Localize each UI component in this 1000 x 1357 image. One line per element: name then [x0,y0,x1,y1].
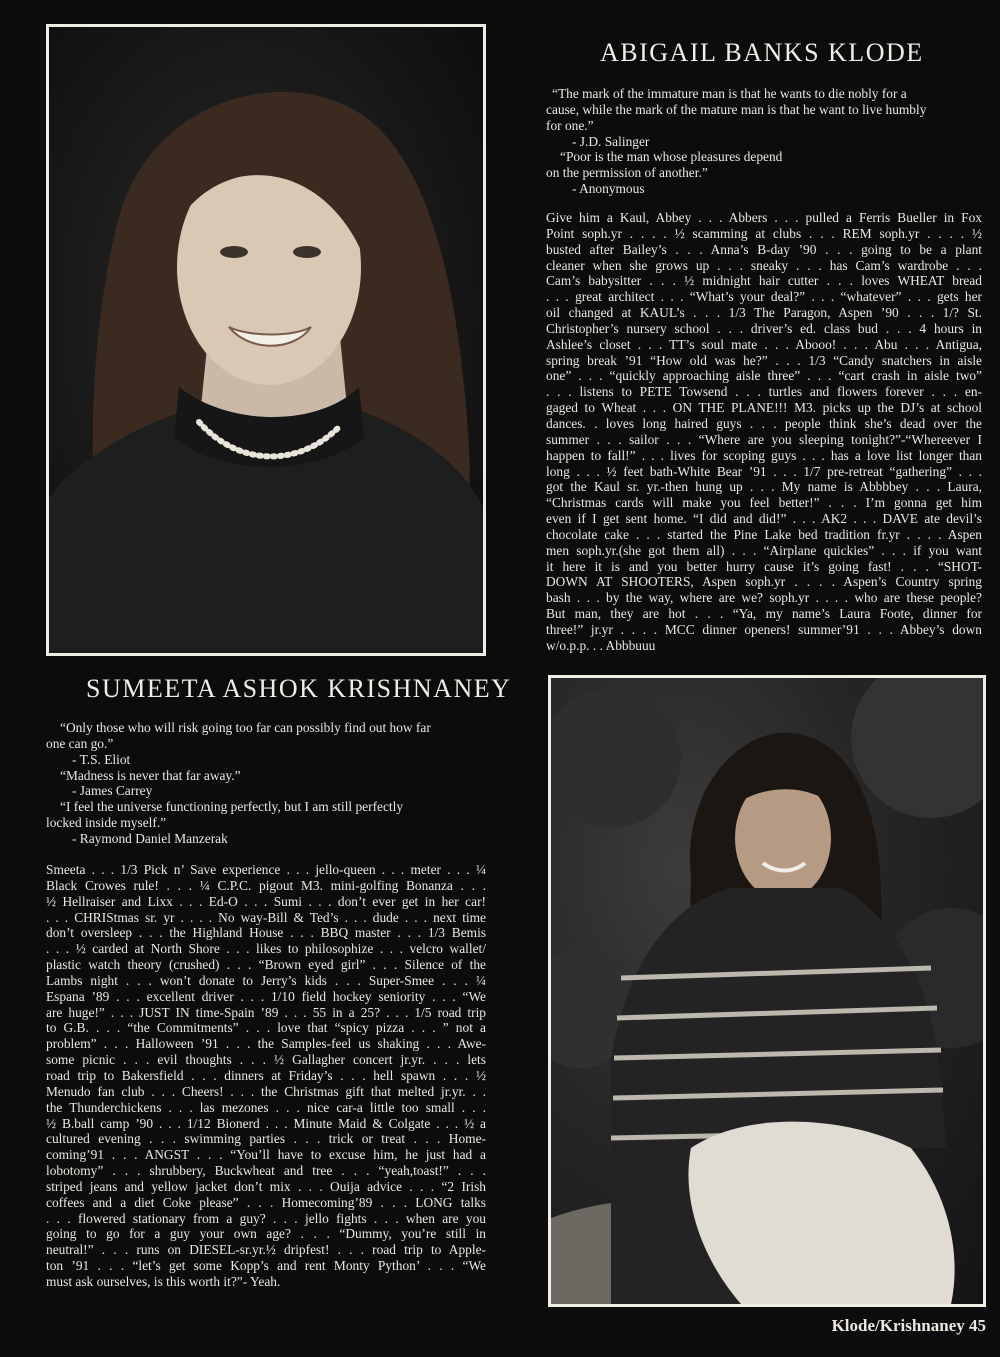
bio-line: cultured evening . . . swimming parties . . . trick or treat . . . Home- [46,1131,486,1147]
bio-line: some picnic . . . evil thoughts . . . ½ Gallagher concert jr.yr. . . . lets [46,1052,486,1068]
bio-line: Cam’s babysitter . . . ½ midnight hair cutter . . . loves WHEAT bread [546,273,982,289]
quote-author: - Anonymous [572,181,645,197]
quotes-sumeeta [46,720,486,847]
bio-line: Lambs night . . . won’t donate to Jerry’s kids . . . Super-Smee . . . ¼ [46,972,486,988]
portrait-photo-abigail [46,24,486,656]
bio-line: bash . . . by the way, where are we? soph.yr . . . . who are these people? [546,590,982,606]
bio-line: Black Crowes rule! . . . ¼ C.P.C. pigout M3. mini-golfing Bonanza . . . [46,877,486,893]
bio-line: problem” . . . Halloween ’91 . . . the Samples-feel us shaking . . . Awe- [46,1036,486,1052]
bio-line: ½ B.ball camp ’90 . . . 1/12 Bionerd . . . Minute Maid & Colgate . . . ½ a [46,1115,486,1131]
bio-line: don’t oversleep . . . the Highland House . . . BBQ master . . . 1/3 Bemis [46,925,486,941]
bio-line: Smeeta . . . 1/3 Pick n’ Save experience . . . jello-queen . . . meter . . . ¼ [46,862,486,877]
bio-line: DOWN AT SHOOTERS, Aspen soph.yr . . . . Aspen’s Country spring [546,574,982,590]
senior-name-abigail: ABIGAIL BANKS KLODE [600,38,924,67]
bio-line: to G.B. . . . “the Commitments” . . . love that “spicy pizza . . . ” not a [46,1020,486,1036]
bio-line: lobotomy” . . . shrubbery, Buckwheat and tree . . . “yeah,toast!” . . . [46,1163,486,1179]
bio-line: But man, they are hot . . . “Ya, my name’s Laura Foote, dinner for [546,606,982,622]
quote-line: on the permission of another.” [546,165,708,181]
quote-line: “Only those who will risk going too far can possibly find out how far [60,720,431,735]
senior-name-sumeeta: SUMEETA ASHOK KRISHNANEY [86,674,512,703]
bio-line: it here it is and you better hurry cause it’s going fast! . . . “SHOT- [546,558,982,574]
bio-sumeeta [46,862,486,1290]
bio-line: . . . great architect . . . “What’s your deal?” . . . “whatever” . . . gets her [546,289,982,305]
bio-line: Ashlee’s closet . . . TT’s soul mate . . . Abooo! . . . Abu . . . Antigua, [546,336,982,352]
page-folio: Klode/Krishnaney 45 [831,1316,986,1335]
portrait-illustration-sumeeta [551,678,983,1304]
bio-line: Christopher’s nursery school . . . driver’s ed. class bud . . . 4 hours in [546,320,982,336]
bio-line: got the Kaul sr. yr.-then hung up . . . My name is Abbbbey . . . Laura, [546,479,982,495]
bio-line: coffees and a diet Coke please” . . . Homecoming’89 . . . LONG talks [46,1194,486,1210]
quote-line: cause, while the mark of the mature man is that he want to live humbly [546,101,927,117]
bio-line: coming’91 . . . ANGST . . . “You’ll have to excuse him, he just had a [46,1147,486,1163]
bio-line: three!” jr.yr . . . . MCC dinner openers! summer’91 . . . Abbey’s down [546,621,982,637]
bio-line: are huge!” . . . JUST IN time-Spain ’89 . . . 55 in a 25? . . . 1/5 road trip [46,1004,486,1020]
bio-line: “Christmas cards will make you feel better!” . . . I’m gonna get him [546,495,982,511]
bio-line: . . . CHRIStmas sr. yr . . . . No way-Bill & Ted’s . . . dude . . . next time [46,909,486,925]
bio-line: Give him a Kaul, Abbey . . . Abbers . . . pulled a Ferris Bueller in Fox [546,210,982,225]
quote-author: - J.D. Salinger [572,133,650,149]
quote-author: - Raymond Daniel Manzerak [72,830,228,846]
quote-author: - James Carrey [72,783,153,799]
quote-line: for one.” [546,117,594,133]
quote-line: “I feel the universe functioning perfectly, but I am still perfectly [60,799,404,815]
bio-line: road trip to Bakersfield . . . dinners at Friday’s . . . hell spawn . . . ½ [46,1067,486,1083]
bio-line: . . . listens to PETE Towsend . . . turtles and flowers forever . . . en- [546,384,982,400]
portrait-illustration-abigail [49,27,483,653]
bio-line: . . . flowered stationary from a guy? . . . jello fights . . . when are you [46,1210,486,1226]
quote-line: one can go.” [46,735,114,751]
bio-line: spring break ’91 “How old was he?” . . . 1/3 “Candy snatchers in aisle [546,352,982,368]
bio-line: summer . . . sailor . . . “Where are you sleeping tonight?”-“Whereever I [546,431,982,447]
bio-line: ½ Hellraiser and Lixx . . . Ed-O . . . Sumi . . . don’t ever get in her car! [46,893,486,909]
bio-line: going to go for a guy your own age? . . . “Dummy, you’re still in [46,1226,486,1242]
bio-line: dances. . loves long haired guys . . . people think she’s dead over the [546,415,982,431]
bio-line: neutral!” . . . runs on DIESEL-sr.yr.½ dripfest! . . . road trip to Apple- [46,1242,486,1258]
bio-line: gaged to Wheat . . . ON THE PLANE!!! M3. picks up the DJ’s at school [546,400,982,416]
bio-line: w/o.p.p. . . Abbbuuu [546,637,656,653]
bio-abigail [546,210,982,654]
bio-line: busted after Bailey’s . . . Anna’s B-day ’90 . . . going to be a plant [546,241,982,257]
bio-line: the Thunderchickens . . . las mezones . . . nice car-a little too small . . . [46,1099,486,1115]
quote-line: “Poor is the man whose pleasures depend [560,149,783,165]
quote-line: “Madness is never that far away.” [60,767,241,783]
quote-line: locked inside myself.” [46,815,167,831]
bio-line: one” . . . “quickly approaching aisle three” . . . “cart crash in aisle two” [546,368,982,384]
bio-line: plastic watch theory (crushed) . . . “Brown eyed girl” . . . Silence of the [46,957,486,973]
bio-line: men soph.yr.(she got them all) . . . “Airplane quickies” . . . if you want [546,542,982,558]
portrait-photo-sumeeta [548,675,986,1307]
bio-line: chocolate cake . . . started the Pine Lake bed tradition fr.yr . . . . Aspen [546,526,982,542]
bio-line: striped jeans and yellow jacket don’t mix . . . Ouija advice . . . “2 Irish [46,1178,486,1194]
quote-line: “The mark of the immature man is that he wants to die nobly for a [552,86,907,101]
bio-line: must ask ourselves, is this worth it?”- Yeah. [46,1273,281,1289]
bio-line: Menudo fan club . . . Cheers! . . . the Christmas gift that melted jr.yr. . . [46,1083,486,1099]
bio-line: happen to fall!” . . . lives for scoping guys . . . has a love list longer than [546,447,982,463]
bio-line: cleaner when she grows up . . . sneaky . . . has Cam’s wardrobe . . . [546,257,982,273]
quote-author: - T.S. Eliot [72,751,131,767]
bio-line: Espana ’89 . . . excellent driver . . . 1/10 field hockey seniority . . . “We [46,988,486,1004]
bio-line: oil changed at KAUL’s . . . 1/3 The Paragon, Aspen ’90 . . . 1/? St. [546,305,982,321]
bio-line: . . . ½ carded at North Shore . . . likes to philosophize . . . velcro wallet/ [46,941,486,957]
bio-line: Point soph.yr . . . . ½ scamming at clubs . . . REM soph.yr . . . . ½ [546,225,982,241]
quotes-abigail [546,86,982,197]
bio-line: long . . . ½ feet bath-White Bear ’91 . . . 1/7 pre-retreat “gathering” . . . [546,463,982,479]
bio-line: ton ’91 . . . “let’s get some Kopp’s and rent Monty Python’ . . . “We [46,1258,486,1274]
bio-line: even if I get sent home. “I did and did!” . . . AK2 . . . DAVE ate devil’s [546,511,982,527]
